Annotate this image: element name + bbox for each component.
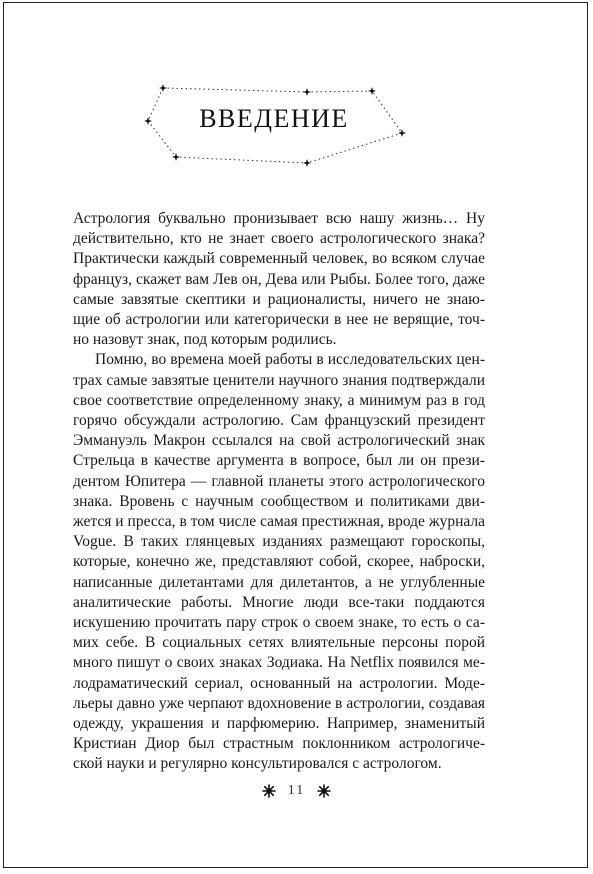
- star-icon: [303, 159, 311, 167]
- chapter-body: [73, 209, 485, 775]
- paragraph: Астрология буквально пронизывает всю нашу жизнь… Ну действительно, кто не знает своего астрологического знака? Практически каждый современный человек, во всяком случае француз, скажет вам Лев он, Дева или Рыбы. Более того, даже самые завзятые скептики и рационалисты, ничего не знающие об астрологии или категорически в нее не верящие, точно назовут знак, под которым родились.: [73, 210, 485, 349]
- star-icon: [368, 87, 376, 95]
- star-icon: [159, 84, 167, 92]
- sun-ornament-icon: [317, 784, 331, 798]
- sun-ornament-icon: [262, 784, 276, 798]
- page-footer: [0, 780, 593, 802]
- star-icon: [398, 129, 406, 137]
- page-number: 11: [287, 783, 306, 798]
- constellation-frame: [0, 0, 593, 200]
- paragraph: Помню, во времена моей работы в исследовательских центрах самые завзятые ценители научного знания подтверждали свое соответствие определенному знаку, а минимум раз в год горячо обсуждали астрологию. Сам французский президент Эммануэль Макрон ссылался на свой астрологический знак Стрельца в качестве аргумента в вопросе, был ли он президентом Юпитера — главной планеты этого астрологического знака. Вровень с научным сообществом и политиками движется и пресса, в том числе самая престижная, вроде журнала Vogue. В таких глянцевых изданиях размещают гороскопы, которые, конечно же, представляют собой, скорее, наброски, написанные дилетантами для дилетантов, а не углубленные аналитические работы. Многие люди все-таки поддаются искушению прочитать пару строк о своем знаке, то есть о самих себе. В социальных сетях влиятельные персоны порой много пишут о своих знаках Зодиака. На Netflix появился мелодраматический сериал, основанный на астрологии. Модельеры давно уже черпают вдохновение в астрологии, создавая одежду, украшения и парфюмерию. Например, знаменитый Кристиан Диор был страстным поклонником астрологической науки и регулярно консультировался с астрологом.: [73, 351, 485, 773]
- chapter-title: ВВЕДЕНИЕ: [199, 104, 349, 133]
- star-icon: [144, 117, 152, 125]
- star-icon: [303, 88, 311, 96]
